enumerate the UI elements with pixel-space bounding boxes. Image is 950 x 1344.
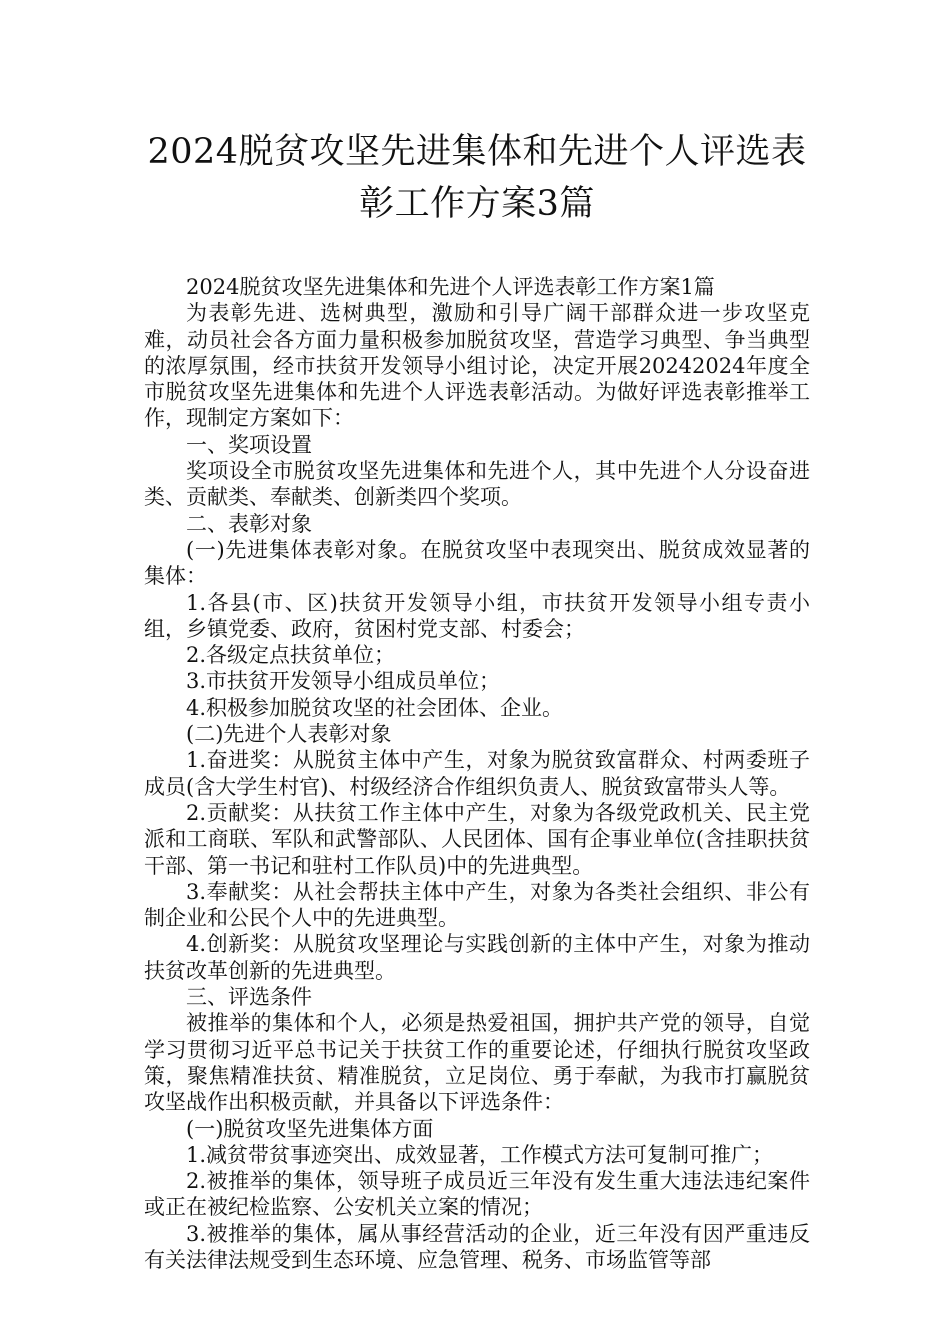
subsection-heading: (二)先进个人表彰对象 — [186, 722, 392, 747]
subsection-heading: (一)脱贫攻坚先进集体方面 — [186, 1116, 434, 1141]
list-item: 3.市扶贫开发领导小组成员单位； — [186, 669, 501, 694]
list-item: 2.贡献奖：从扶贫工作主体中产生，对象为各级党政机关、民主党派和工商联、军队和武警部队、人民团体、国有企事业单位(含挂职扶贫干部、第一书记和驻村工作队员)中的先进典型。 — [144, 800, 810, 878]
list-item: 3.被推举的集体，属从事经营活动的企业，近三年没有因严重违反有关法律法规受到生态环境、应急管理、税务、市场监管等部 — [144, 1221, 810, 1272]
list-item: 4.创新奖：从脱贫攻坚理论与实践创新的主体中产生，对象为推动扶贫改革创新的先进典型。 — [144, 932, 810, 983]
intro-paragraph: 为表彰先进、选树典型，激励和引导广阔干部群众进一步攻坚克难，动员社会各方面力量积极参加脱贫攻坚，营造学习典型、争当典型的浓厚氛围，经市扶贫开发领导小组讨论，决定开展20242024年度全市脱贫攻坚先进集体和先进个人评选表彰活动。为做好评选表彰推举工作，现制定方案如下： — [144, 301, 810, 431]
list-item: 1.减贫带贫事迹突出、成效显著，工作模式方法可复制可推广； — [186, 1142, 774, 1167]
document-title — [144, 126, 810, 230]
list-item: 2.被推举的集体，领导班子成员近三年没有发生重大违法违纪案件或正在被纪检监察、公安机关立案的情况； — [144, 1169, 810, 1220]
title-line-2: 彰工作方案3篇 — [359, 184, 595, 224]
section-heading-criteria: 三、评选条件 — [186, 985, 312, 1010]
list-item: 3.奉献奖：从社会帮扶主体中产生，对象为各类社会组织、非公有制企业和公民个人中的先进典型。 — [144, 879, 810, 931]
list-item: 2.各级定点扶贫单位； — [186, 643, 396, 668]
subtitle-paragraph: 2024脱贫攻坚先进集体和先进个人评选表彰工作方案1篇 — [186, 275, 715, 299]
list-item: 1.各县(市、区)扶贫开发领导小组，市扶贫开发领导小组专责小组，乡镇党委、政府，贫困村党支部、村委会； — [144, 590, 810, 641]
document-body — [144, 274, 810, 1273]
paragraph: 被推举的集体和个人，必须是热爱祖国，拥护共产党的领导，自觉学习贯彻习近平总书记关于扶贫工作的重要论述，仔细执行脱贫攻坚政策，聚焦精准扶贫、精准脱贫，立足岗位、勇于奉献，为我市打赢脱贫攻坚战作出积极贡献，并具备以下评选条件： — [144, 1011, 810, 1115]
paragraph: (一)先进集体表彰对象。在脱贫攻坚中表现突出、脱贫成效显著的集体： — [144, 537, 810, 589]
title-line-1: 2024脱贫攻坚先进集体和先进个人评选表 — [147, 132, 807, 172]
list-item: 1.奋进奖：从脱贫主体中产生，对象为脱贫致富群众、村两委班子成员(含大学生村官)、村级经济合作组织负责人、脱贫致富带头人等。 — [144, 748, 810, 799]
list-item: 4.积极参加脱贫攻坚的社会团体、企业。 — [186, 695, 564, 720]
section-heading-awards: 一、奖项设置 — [186, 432, 312, 457]
paragraph: 奖项设全市脱贫攻坚先进集体和先进个人，其中先进个人分设奋进类、贡献类、奉献类、创新类四个奖项。 — [144, 459, 810, 510]
section-heading-targets: 二、表彰对象 — [186, 511, 312, 536]
document-page — [144, 126, 810, 1273]
